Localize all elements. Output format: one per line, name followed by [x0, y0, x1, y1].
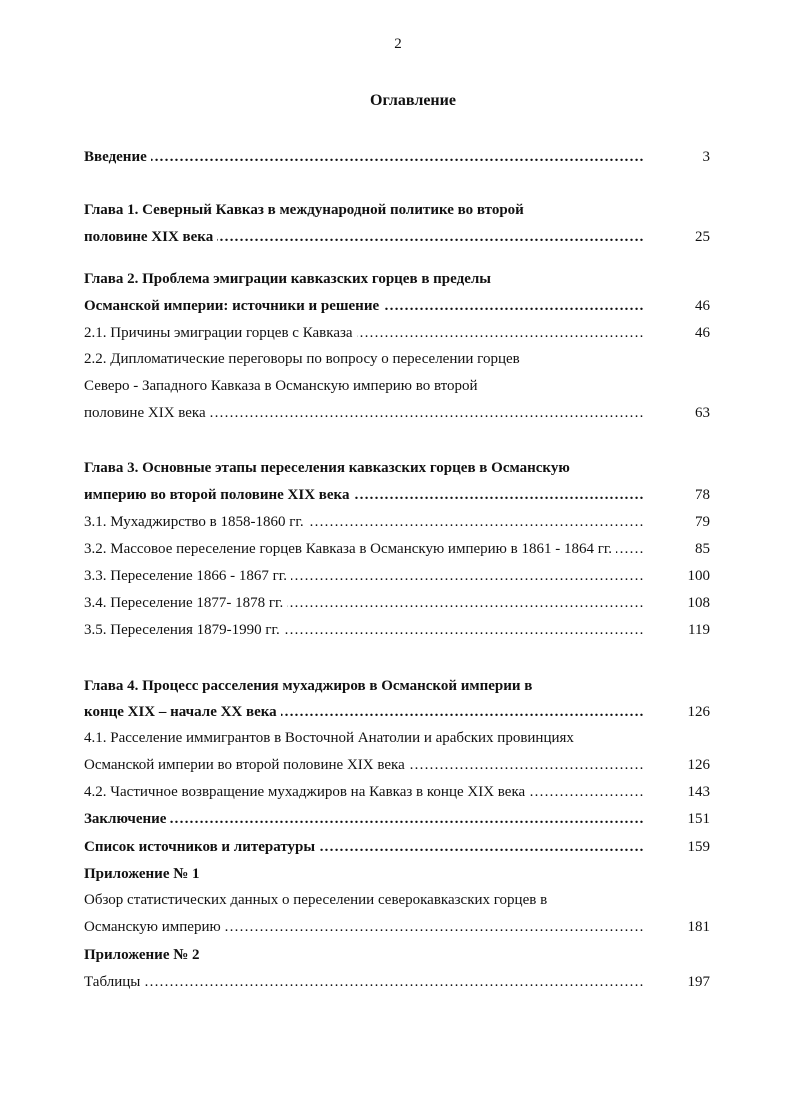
toc-entry-line — [84, 200, 724, 220]
toc-entry-line — [84, 809, 644, 829]
toc-page-number: 78 — [695, 487, 710, 503]
toc-entry-line — [84, 890, 724, 910]
toc-title: Оглавление — [370, 92, 456, 109]
toc-page-number: 46 — [695, 298, 710, 314]
toc-entry-line — [84, 755, 644, 775]
toc-entry-text: 3.5. Переселения 1879-1990 гг. — [84, 622, 284, 638]
toc-entry-text: 3.1. Мухаджирство в 1858-1860 гг. — [84, 514, 308, 530]
toc-page-number: 100 — [687, 568, 710, 584]
toc-entry-text: Глава 3. Основные этапы переселения кавказских горцев в Османскую — [84, 460, 570, 476]
dot-leader — [84, 972, 644, 992]
toc-entry-line — [84, 296, 644, 316]
toc-page-number: 143 — [687, 784, 710, 800]
toc-entry-text: Глава 2. Проблема эмиграции кавказских горцев в пределы — [84, 271, 491, 287]
toc-entry-text: Глава 4. Процесс расселения мухаджиров в Османской империи в — [84, 678, 533, 694]
toc-page-number: 25 — [695, 229, 710, 245]
toc-entry-line — [84, 227, 644, 247]
toc-entry-line — [84, 593, 644, 613]
toc-page-number: 181 — [687, 919, 710, 935]
toc-entry-text: Введение — [84, 149, 151, 165]
toc-entry-text: Заключение — [84, 811, 170, 827]
toc-entry-line — [84, 945, 724, 965]
toc-entry-line — [84, 728, 724, 748]
toc-page-number: 126 — [687, 704, 710, 720]
toc-entry-text: Османскую империю — [84, 919, 225, 935]
toc-entry-line — [84, 917, 644, 937]
toc-page-number: 85 — [695, 541, 710, 557]
toc-entry-line — [84, 403, 644, 423]
toc-entry-line — [84, 566, 644, 586]
toc-page-number: 46 — [695, 325, 710, 341]
toc-entry-line — [84, 323, 644, 343]
toc-entry-text: Османской империи во второй половине XIX века — [84, 757, 409, 773]
toc-entry-line — [84, 458, 724, 478]
toc-page-number: 108 — [687, 595, 710, 611]
toc-entry-text: Таблицы — [84, 974, 144, 990]
toc-entry-line — [84, 349, 724, 369]
toc-entry-text: 4.1. Расселение иммигрантов в Восточной Анатолии и арабских провинциях — [84, 730, 574, 746]
toc-entry-text: 2.1. Причины эмиграции горцев с Кавказа — [84, 325, 357, 341]
toc-entry-text: 3.4. Переселение 1877- 1878 гг. — [84, 595, 287, 611]
toc-entry-line — [84, 376, 724, 396]
toc-entry-text: конце XIX – начале XX века — [84, 704, 281, 720]
toc-entry-line — [84, 837, 644, 857]
toc-entry-text: 2.2. Дипломатические переговоры по вопросу о переселении горцев — [84, 351, 520, 367]
toc-entry-text: империю во второй половине XIX века — [84, 487, 353, 503]
toc-entry-text: половине XIX века — [84, 229, 217, 245]
toc-entry-text: Приложение № 2 — [84, 947, 200, 963]
toc-page-number: 79 — [695, 514, 710, 530]
toc-entry-line — [84, 702, 644, 722]
toc-entry-text: Список источников и литературы — [84, 839, 319, 855]
toc-entry-line — [84, 512, 644, 532]
toc-entry-text: Северо - Западного Кавказа в Османскую империю во второй — [84, 378, 478, 394]
toc-entry-line — [84, 620, 644, 640]
toc-page-number: 197 — [687, 974, 710, 990]
toc-page-number: 119 — [688, 622, 710, 638]
toc-entry-line — [84, 485, 644, 505]
toc-page-number: 159 — [687, 839, 710, 855]
page-number: 2 — [394, 36, 402, 52]
toc-entry-line — [84, 539, 644, 559]
toc-entry-text: Приложение № 1 — [84, 866, 200, 882]
toc-entry-text: 3.2. Массовое переселение горцев Кавказа в Османскую империю в 1861 - 1864 гг. — [84, 541, 616, 557]
toc-entry-line — [84, 147, 644, 167]
toc-entry-text: половине XIX века — [84, 405, 210, 421]
toc-entry-text: Османской империи: источники и решение — [84, 298, 383, 314]
toc-page-number: 3 — [702, 149, 710, 165]
toc-page-number: 63 — [695, 405, 710, 421]
toc-entry-text: 3.3. Переселение 1866 - 1867 гг. — [84, 568, 291, 584]
toc-entry-text: Глава 1. Северный Кавказ в международной политике во второй — [84, 202, 524, 218]
toc-entry-line — [84, 972, 644, 992]
toc-entry-line — [84, 676, 724, 696]
toc-page-number: 126 — [687, 757, 710, 773]
toc-entry-line — [84, 864, 724, 884]
toc-entry-text: Обзор статистических данных о переселении северокавказских горцев в — [84, 892, 548, 908]
dot-leader — [84, 147, 644, 167]
toc-entry-line — [84, 782, 644, 802]
toc-entry-line — [84, 269, 724, 289]
toc-entry-text: 4.2. Частичное возвращение мухаджиров на Кавказ в конце XIX века — [84, 784, 529, 800]
toc-page-number: 151 — [687, 811, 710, 827]
